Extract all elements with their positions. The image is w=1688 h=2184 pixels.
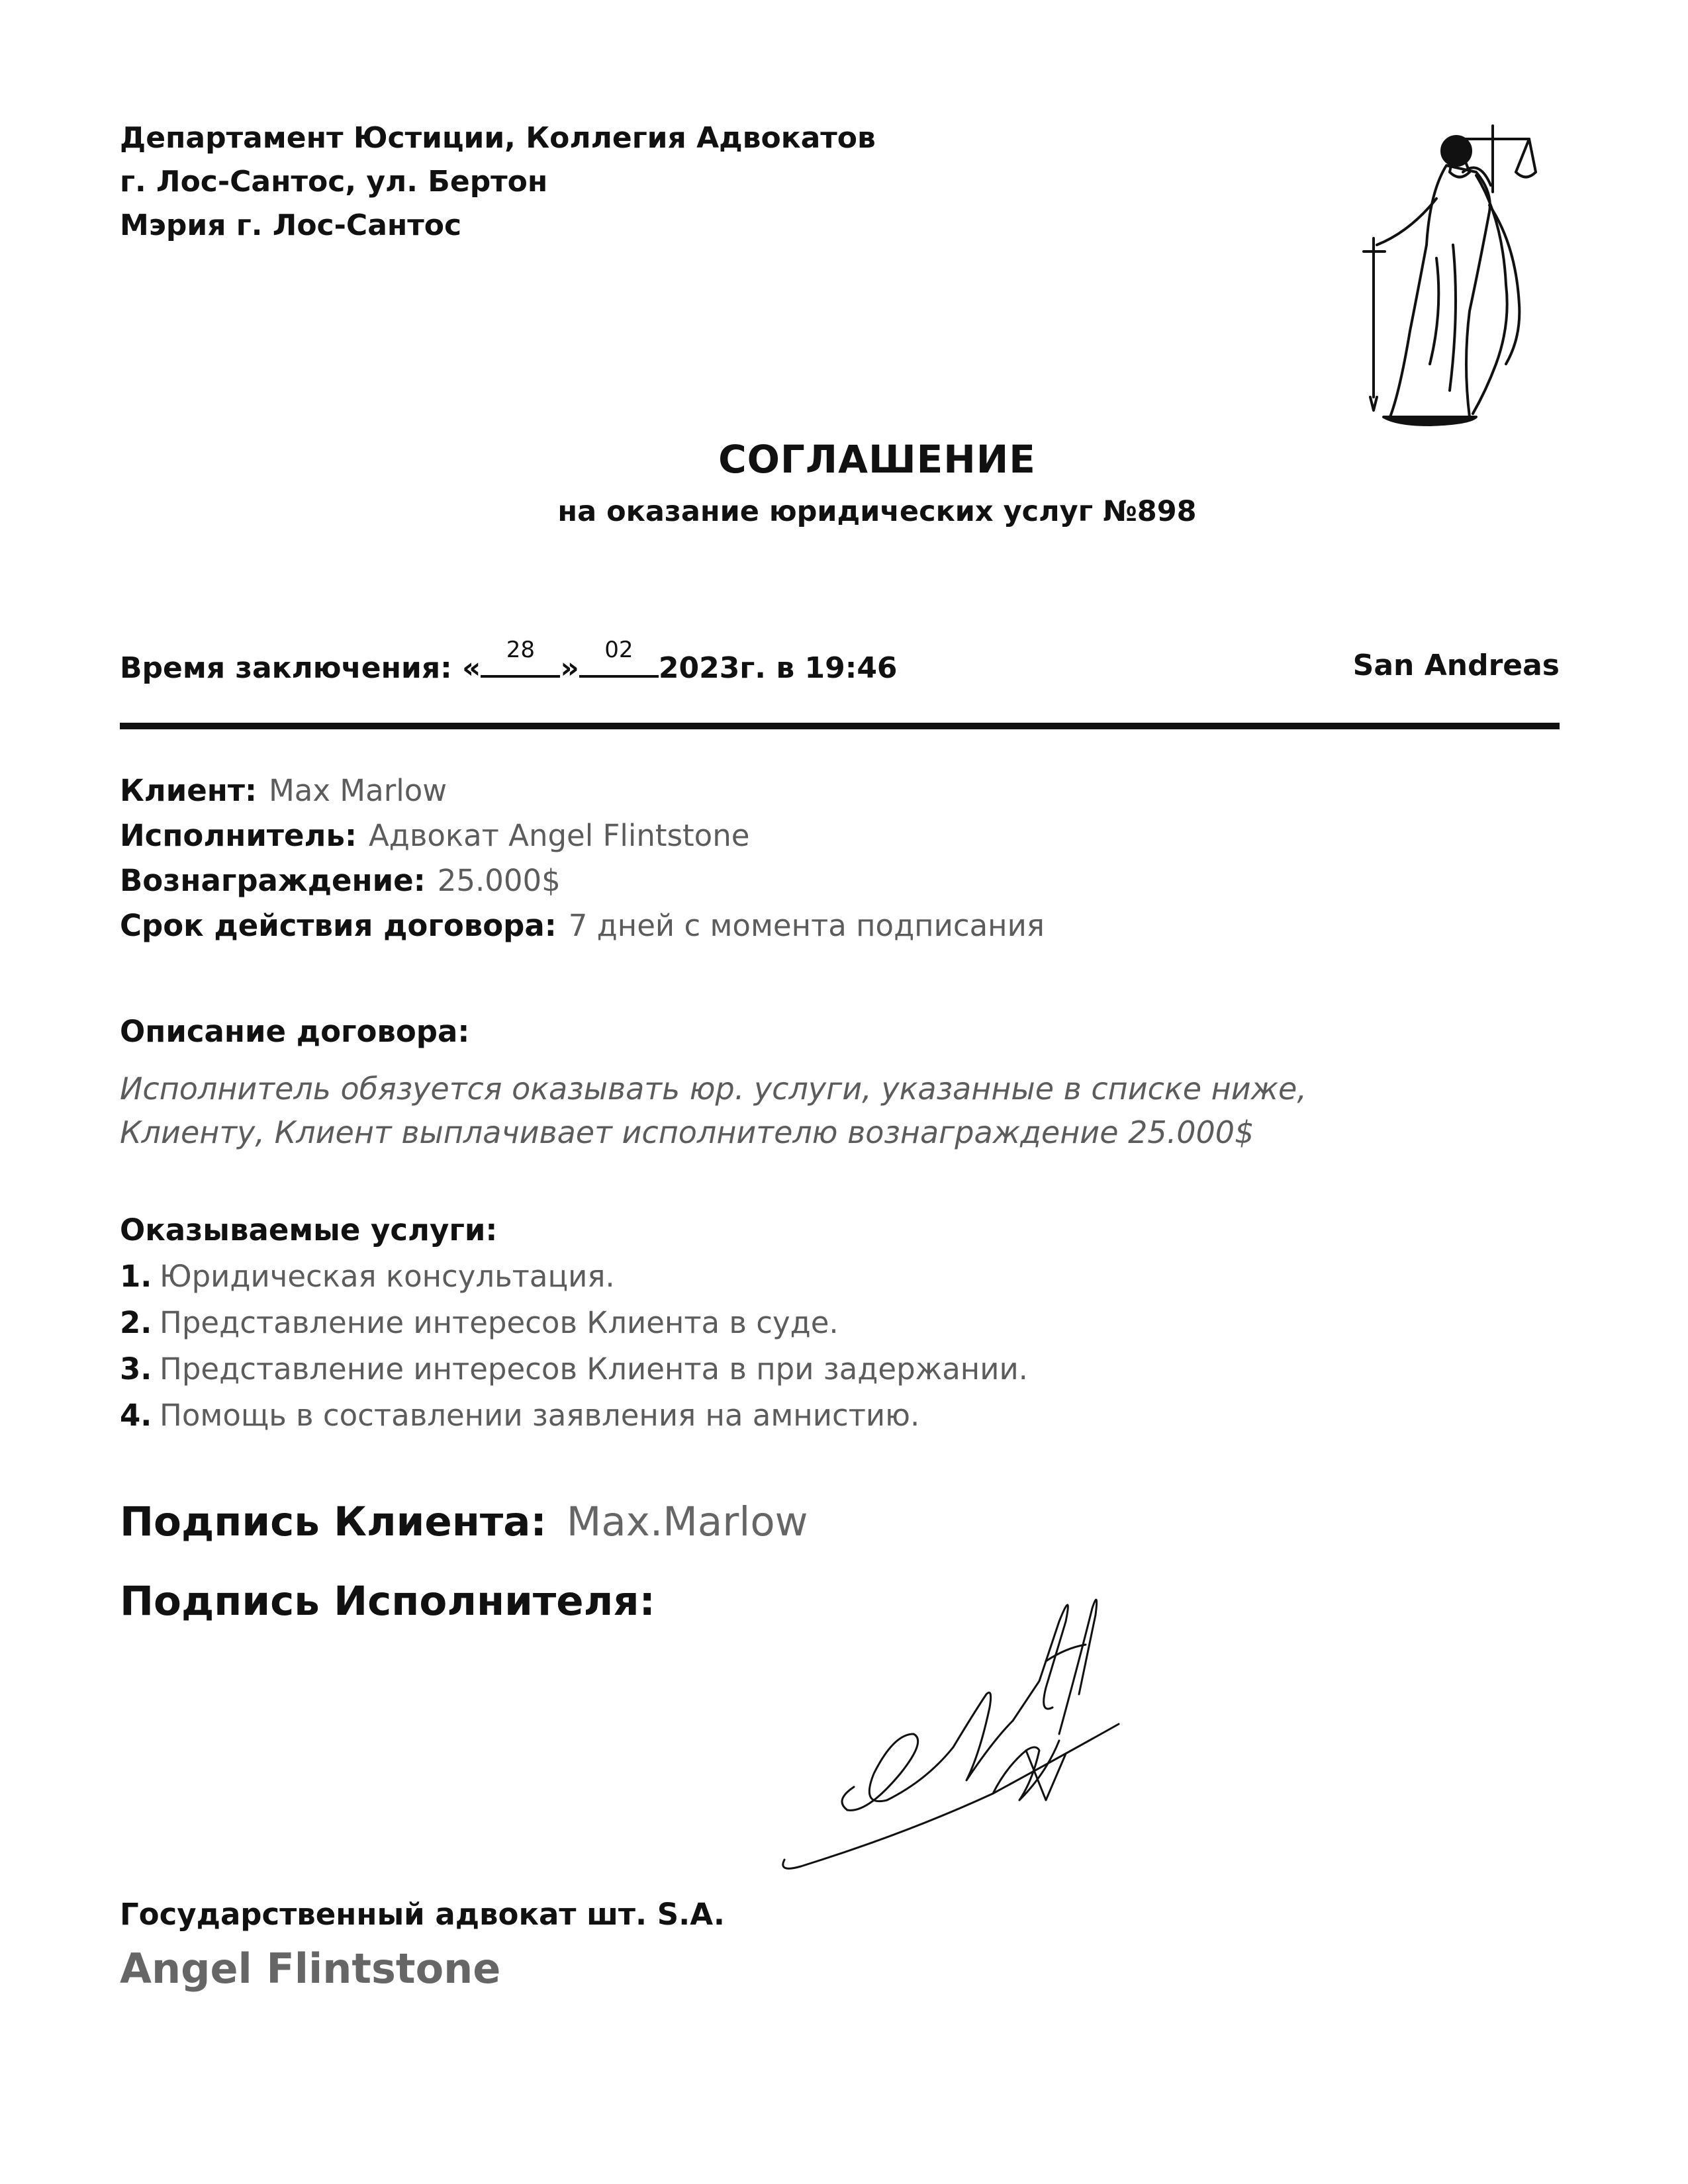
footer-role: Государственный адвокат шт. S.A.: [120, 1897, 725, 1932]
service-text: Юридическая консультация.: [160, 1259, 615, 1294]
service-item: [120, 1305, 839, 1340]
field-term: [120, 908, 1045, 943]
place-label: San Andreas: [1352, 649, 1560, 682]
month-field: [579, 637, 659, 678]
header-line-address: г. Лос-Сантос, ул. Бертон: [120, 165, 548, 199]
conclusion-time-label: Время заключения: «: [120, 651, 481, 685]
header-line-city-hall: Мэрия г. Лос-Сантос: [120, 208, 462, 242]
description-line-1: Исполнитель обязуется оказывать юр. услуги, указанные в списке ниже,: [120, 1071, 1307, 1107]
lady-justice-emblem: [1337, 113, 1575, 430]
service-item: [120, 1351, 1028, 1387]
executor-signature-label: Подпись Исполнителя:: [120, 1578, 655, 1625]
field-reward-value: 25.000$: [437, 863, 561, 898]
field-executor-label: Исполнитель:: [120, 818, 357, 853]
field-executor: [120, 818, 749, 853]
description-line-2: Клиенту, Клиент выплачивает исполнителю вознаграждение 25.000$: [120, 1115, 1254, 1150]
divider: [120, 723, 1560, 729]
handwritten-signature: [774, 1582, 1145, 1880]
field-reward-label: Вознаграждение:: [120, 863, 426, 898]
service-item: [120, 1259, 615, 1294]
field-executor-value: Адвокат Angel Flintstone: [368, 818, 750, 853]
footer-name: Angel Flintstone: [120, 1944, 501, 1993]
service-number: 2.: [120, 1305, 152, 1340]
field-client-label: Клиент:: [120, 773, 257, 808]
field-client: [120, 773, 447, 808]
field-reward: [120, 863, 561, 898]
service-number: 3.: [120, 1351, 152, 1387]
month-value: 02: [604, 637, 633, 663]
service-number: 1.: [120, 1259, 152, 1294]
service-item: [120, 1398, 919, 1433]
document-title: СОГЛАШЕНИЕ: [718, 437, 1036, 482]
client-signature: [120, 1498, 808, 1545]
conclusion-time: [120, 637, 898, 685]
client-signature-label: Подпись Клиента:: [120, 1498, 547, 1545]
day-field: [481, 637, 560, 678]
client-signature-value: Max.Marlow: [566, 1498, 808, 1545]
day-value: 28: [506, 637, 536, 663]
service-text: Помощь в составлении заявления на амнистию.: [160, 1398, 920, 1433]
description-label: Описание договора:: [120, 1014, 470, 1049]
service-text: Представление интересов Клиента в при задержании.: [160, 1351, 1028, 1387]
header-line-department: Департамент Юстиции, Коллегия Адвокатов: [120, 121, 876, 155]
year-time: 2023г. в 19:46: [658, 651, 898, 685]
description-text: [120, 1067, 1543, 1154]
field-term-label: Срок действия договора:: [120, 908, 557, 943]
date-separator: »: [560, 651, 579, 685]
field-client-value: Max Marlow: [268, 773, 447, 808]
service-number: 4.: [120, 1398, 152, 1433]
service-text: Представление интересов Клиента в суде.: [160, 1305, 839, 1340]
services-label: Оказываемые услуги:: [120, 1212, 498, 1248]
field-term-value: 7 дней с момента подписания: [568, 908, 1045, 943]
document-subtitle: на оказание юридических услуг №898: [557, 495, 1197, 528]
